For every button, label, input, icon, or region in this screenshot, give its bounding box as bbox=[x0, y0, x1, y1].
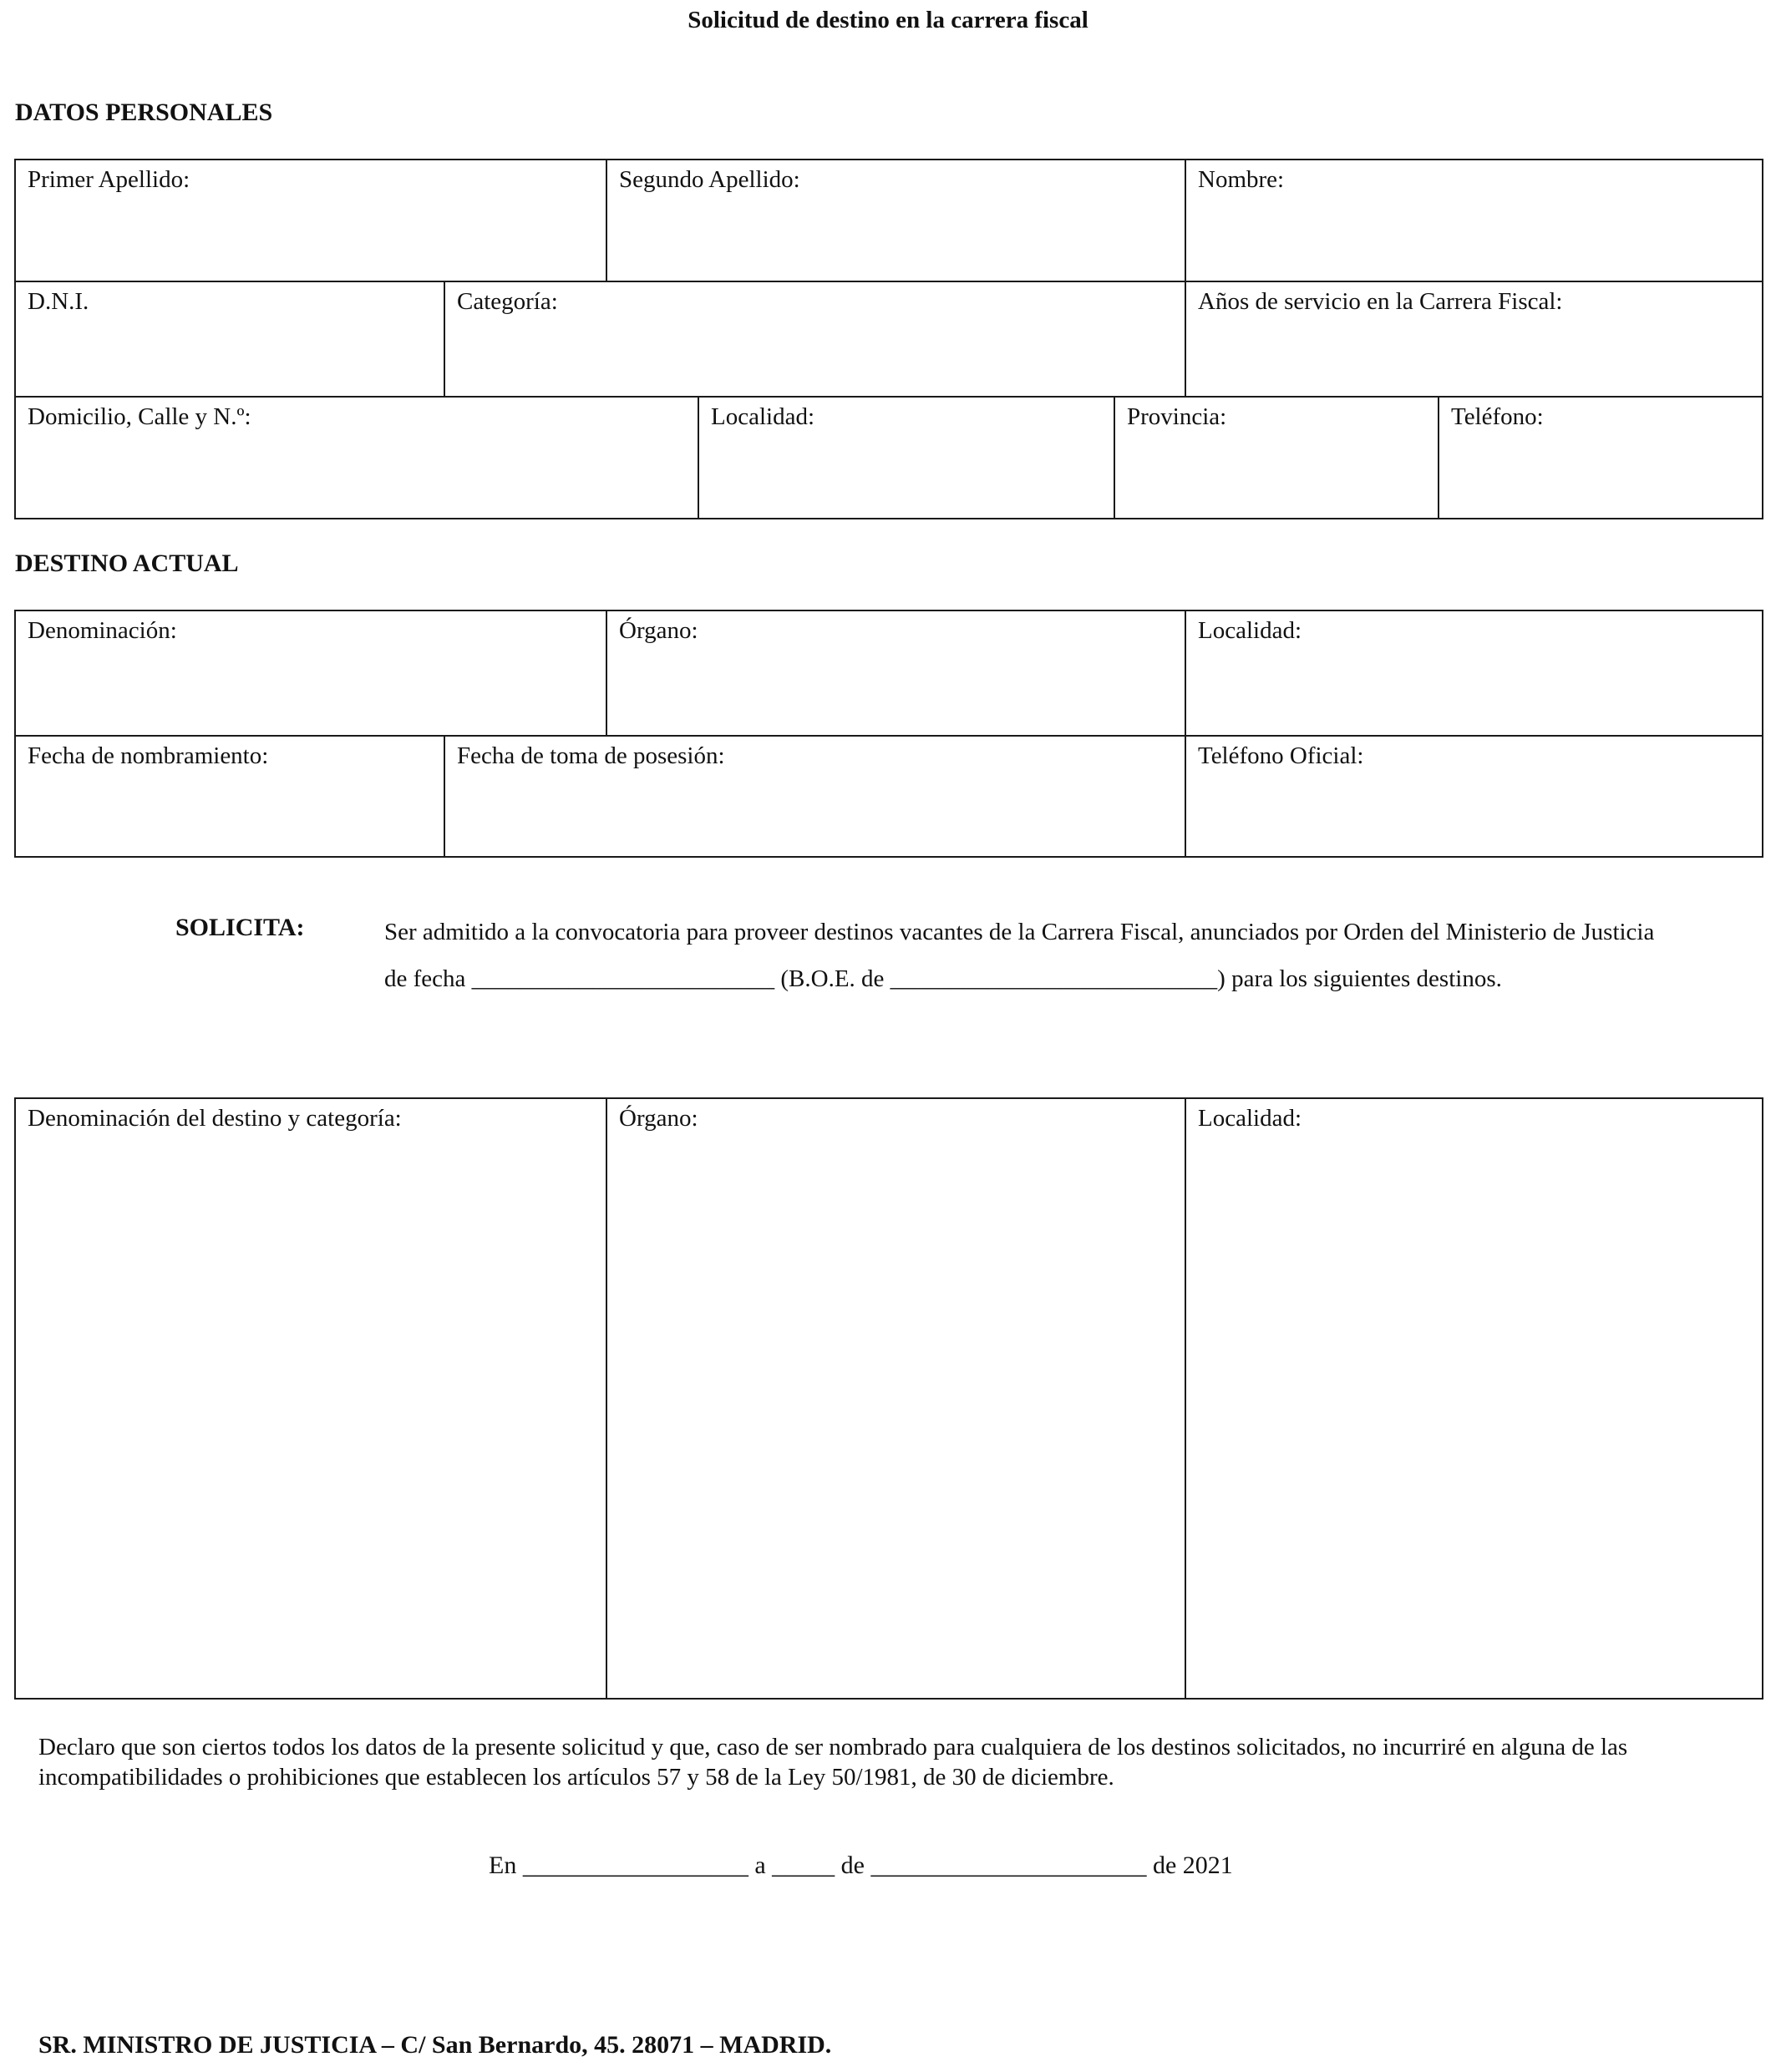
field-organo[interactable] bbox=[607, 611, 1186, 737]
column-header: Denominación del destino y categoría: bbox=[28, 1105, 402, 1132]
field-label: Años de servicio en la Carrera Fiscal: bbox=[1198, 288, 1563, 315]
section-heading-datos-personales: DATOS PERSONALES bbox=[15, 99, 273, 126]
field-label: Localidad: bbox=[1198, 617, 1302, 644]
solicita-line-1: Ser admitido a la convocatoria para proveer destinos vacantes de la Carrera Fiscal, anunciados por Orden del Ministerio de Justicia bbox=[384, 919, 1655, 945]
field-label: D.N.I. bbox=[28, 288, 89, 315]
field-categoria[interactable] bbox=[445, 282, 1186, 398]
field-provincia[interactable] bbox=[1115, 398, 1439, 518]
solicita-label: SOLICITA: bbox=[175, 914, 305, 941]
column-denominacion-destino[interactable] bbox=[16, 1099, 607, 1698]
field-label: Órgano: bbox=[619, 617, 698, 644]
field-label: Provincia: bbox=[1127, 403, 1227, 430]
field-label: Categoría: bbox=[457, 288, 558, 315]
field-domicilio[interactable] bbox=[16, 398, 699, 518]
field-dni[interactable] bbox=[16, 282, 445, 398]
field-label: Teléfono: bbox=[1451, 403, 1544, 430]
field-nombre[interactable] bbox=[1186, 160, 1762, 282]
destinos-solicitados-table bbox=[14, 1097, 1763, 1700]
place-date-line: En __________________ a _____ de ______________________ de 2021 bbox=[489, 1852, 1233, 1879]
addressee: SR. MINISTRO DE JUSTICIA – C/ San Bernardo, 45. 28071 – MADRID. bbox=[38, 2031, 832, 2059]
column-localidad[interactable] bbox=[1186, 1099, 1762, 1698]
field-denominacion[interactable] bbox=[16, 611, 607, 737]
field-fecha-toma-posesion[interactable] bbox=[445, 737, 1186, 856]
field-label: Domicilio, Calle y N.º: bbox=[28, 403, 251, 430]
field-fecha-nombramiento[interactable] bbox=[16, 737, 445, 856]
datos-personales-table bbox=[14, 159, 1763, 519]
field-localidad[interactable] bbox=[699, 398, 1115, 518]
field-telefono[interactable] bbox=[1439, 398, 1762, 518]
field-label: Segundo Apellido: bbox=[619, 166, 800, 193]
column-header: Localidad: bbox=[1198, 1105, 1302, 1132]
field-label: Nombre: bbox=[1198, 166, 1285, 193]
declaration-line-2: incompatibilidades o prohibiciones que establecen los artículos 57 y 58 de la Ley 50/1981, de 30 de diciembre. bbox=[38, 1764, 1114, 1791]
field-label: Denominación: bbox=[28, 617, 177, 644]
field-localidad-actual[interactable] bbox=[1186, 611, 1762, 737]
field-primer-apellido[interactable] bbox=[16, 160, 607, 282]
field-telefono-oficial[interactable] bbox=[1186, 737, 1762, 856]
field-anos-servicio[interactable] bbox=[1186, 282, 1762, 398]
section-heading-destino-actual: DESTINO ACTUAL bbox=[15, 550, 239, 577]
field-label: Teléfono Oficial: bbox=[1198, 742, 1364, 769]
column-header: Órgano: bbox=[619, 1105, 698, 1132]
destino-actual-table bbox=[14, 610, 1763, 858]
declaration-line-1: Declaro que son ciertos todos los datos de la presente solicitud y que, caso de ser nombrado para cualquiera de los destinos solicitados, no incurriré en alguna de las bbox=[38, 1734, 1628, 1760]
field-label: Fecha de toma de posesión: bbox=[457, 742, 725, 769]
solicita-line-2: de fecha _________________________ (B.O.E. de ___________________________) para los siguientes destinos. bbox=[384, 965, 1502, 992]
column-organo[interactable] bbox=[607, 1099, 1186, 1698]
field-segundo-apellido[interactable] bbox=[607, 160, 1186, 282]
field-label: Fecha de nombramiento: bbox=[28, 742, 269, 769]
document-title: Solicitud de destino en la carrera fiscal bbox=[688, 7, 1088, 33]
field-label: Primer Apellido: bbox=[28, 166, 190, 193]
field-label: Localidad: bbox=[711, 403, 815, 430]
